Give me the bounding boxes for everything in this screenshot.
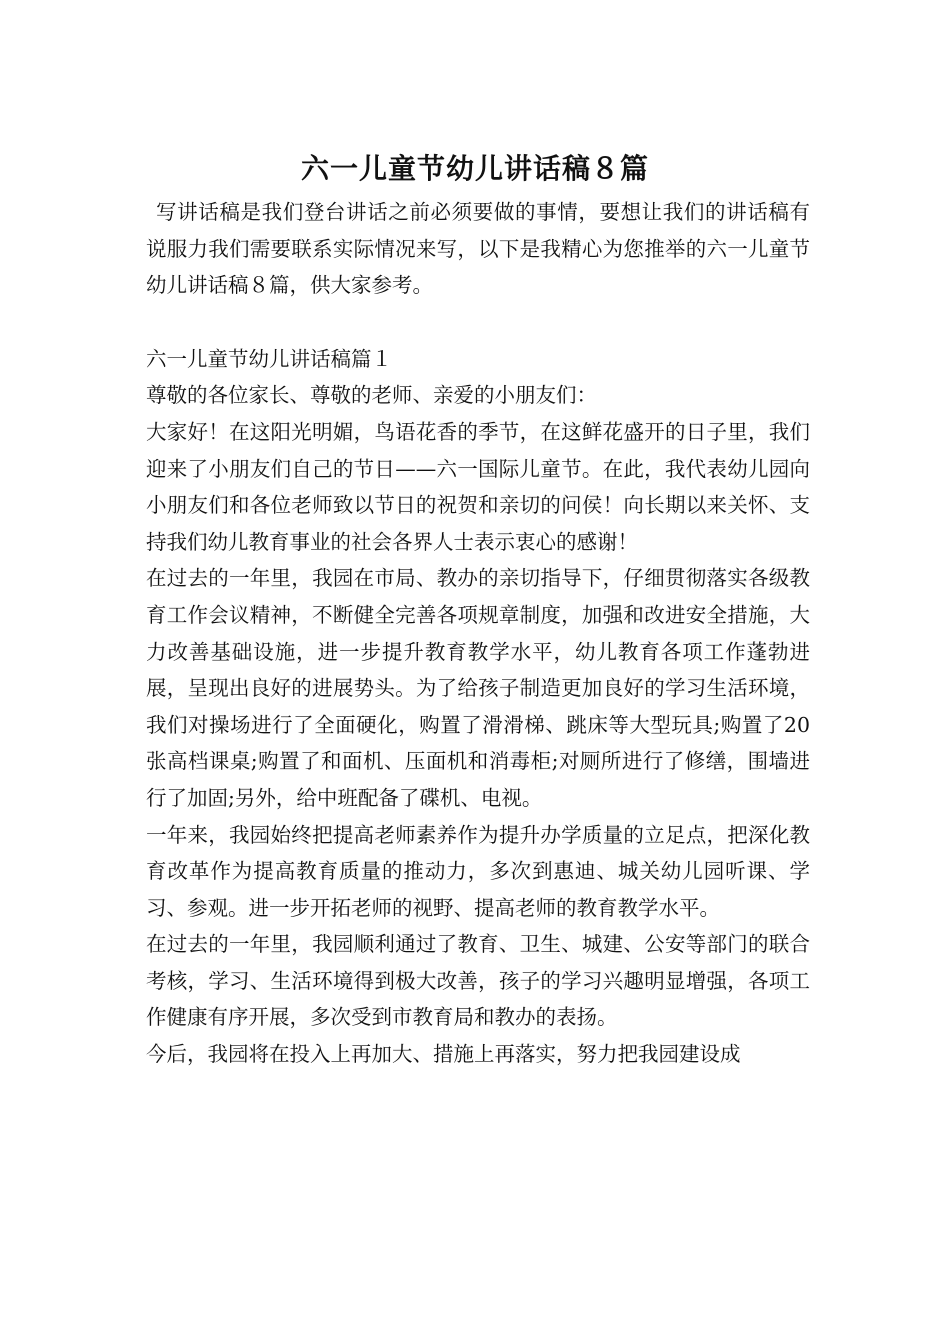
salutation-paragraph: 尊敬的各位家长、尊敬的老师、亲爱的小朋友们：	[146, 383, 597, 408]
intro-paragraph: 写讲话稿是我们登台讲话之前必须要做的事情，要想让我们的讲话稿有说服力我们需要联系实际情况来写，以下是我精心为您推举的六一儿童节幼儿讲话稿８篇，供大家参考。	[146, 200, 810, 298]
assessment-paragraph: 在过去的一年里，我园顺利通过了教育、卫生、城建、公安等部门的联合考核，学习、生活环境得到极大改善，孩子的学习兴趣明显增强，各项工作健康有序开展，多次受到市教育局和教办的表扬。	[146, 932, 810, 1030]
future-plan-paragraph: 今后，我园将在投入上再加大、措施上再落实，努力把我园建设成	[146, 1042, 741, 1067]
section-heading: 六一儿童节幼儿讲话稿篇１	[146, 346, 392, 371]
teacher-quality-paragraph: 一年来，我园始终把提高老师素养作为提升办学质量的立足点，把深化教育改革作为提高教育质量的推动力，多次到惠迪、城关幼儿园听课、学习、参观。进一步开拓老师的视野、提高老师的教育教学水平。	[146, 822, 810, 920]
greeting-paragraph: 大家好！在这阳光明媚，鸟语花香的季节，在这鲜花盛开的日子里，我们迎来了小朋友们自己的节日——六一国际儿童节。在此，我代表幼儿园向小朋友们和各位老师致以节日的祝贺和亲切的问侯！向长期以来关怀、支持我们幼儿教育事业的社会各界人士表示衷心的感谢！	[146, 419, 810, 554]
paragraph-spacer	[146, 304, 810, 341]
achievements-paragraph: 在过去的一年里，我园在市局、教办的亲切指导下，仔细贯彻落实各级教育工作会议精神，不断健全完善各项规章制度，加强和改进安全措施，大力改善基础设施，进一步提升教育教学水平，幼儿教育各项工作蓬勃进展，呈现出良好的进展势头。为了给孩子制造更加良好的学习生活环境，我们对操场进行了全面硬化，购置了滑滑梯、跳床等大型玩具;购置了20张高档课桌;购置了和面机、压面机和消毒柜;对厕所进行了修缮，围墙进行了加固;另外，给中班配备了碟机、电视。	[146, 566, 810, 810]
document-body	[146, 194, 810, 1073]
document-title: 六一儿童节幼儿讲话稿８篇	[300, 151, 649, 185]
